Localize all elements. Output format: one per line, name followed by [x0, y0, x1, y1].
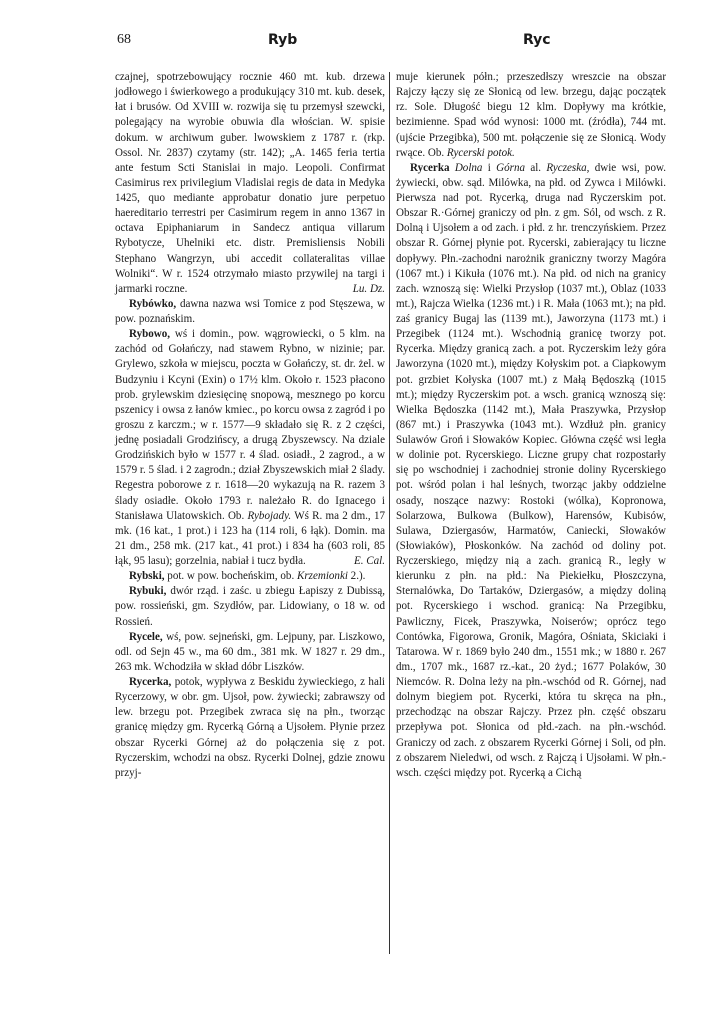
entry-text: al.	[525, 161, 547, 174]
entry-text: wś i domin., pow. wągrowiecki, o 5 klm. na zachód od Gołańczy, nad stawem Rybno, w nizinie; par. Grylewo, szkoła w miejscu, poczta w Gołańczy, st. dr. żel. w Budzyniu i Kcyni (Exin) o 17½ klm. Około r. 1523 płacono prob. grylewskim dziesięcinę snopową, mesznego po korcu pszenicy i owsa z łanów kmiec., po korcu owsa z zagród i po groszu z karczm.; w r. 1577—9 składało się R. z 2 części, jednę posiadali Grodzińscy, a drugą Zbyszewscy. Na dziale Grodzińskich było w 1577 r. 4 ślad. osiadł., 2 zagrod., a w 1579 r. 5 ślad. i 2 zagrodn.; dział Zbyszewskich miał 2 ślady. Regestra poborowe z r. 1618—20 wykazują na R. razem 3 ślady osiadłe. Około 1793 r. należało R. do Ignacego i Stanisława Ulatowskich. Ob.	[115, 328, 385, 522]
entry-headword: Rycele,	[129, 630, 163, 643]
entry-text: potok, wypływa z Beskidu żywieckiego, z hali Rycerzowy, w obr. gm. Ujsoł, pow. żywiecki; zabrawszy od lew. brzegu pot. Przegibek zwraca się na płn., tworząc granicę między gm. Rycerką Górną a Ujsołem. Płynie przez obszar Rycerki Górnej aż do połączenia się z pot. Ryczerskim, wchodzi na obsz. Rycerki Dolnej, gdzie znowu przyj-	[115, 676, 385, 779]
entry-headword: Rybówko,	[129, 297, 177, 310]
italic-text: Rybojady.	[247, 509, 292, 522]
entry-text: czajnej, spotrzebowujący rocznie 460 mt. kub. drzewa jodłowego i świerkowego a produkujący 310 mt. kub. desek, łat i brusów. Od XVIII w. rozwija się tu przemysł szewcki, polegający na wyrobie obuwia dla włościan. W. spisie dokum. w archiwum guber. lwowskiem z 1787 r. (rkp. Ossol. Nr. 2837) czytamy (str. 142); „A. 1465 feria tertia ante festum Scti Stanislai in majo. Leopoli. Confirmat Casimirus rex privilegium Vladislai regis de data in Medyka 1425, quo mediante approbatur donatio jure perpetuo haereditario terrestri per Casimirum regem in anno 1367 in octava Epiphaniarum in Sandecz antiqua villarum Rybotycze, Uhelniki etc. distr. Premisliensis Nobili Stephano Wangrzyn, ubi accedit collateralitas villae Wolniki“. W r. 1524 otrzymało miasto przywilej na targi i jarmarki roczne.	[115, 71, 385, 295]
entry-text: i	[482, 161, 497, 174]
italic-text: Rycerski potok.	[446, 146, 515, 159]
entry-headword: Rycerka,	[129, 676, 172, 688]
dictionary-entry	[115, 675, 385, 781]
entry-headword: Rybski,	[129, 570, 165, 583]
entry-text: wś, pow. sejneński, gm. Lejpuny, par. Liszkowo, odl. od Sejn 45 w., ma 60 dm., 381 mk. W 1827 r. 29 dm., 263 mk. Wchodziła w skład dóbr Liszków.	[115, 630, 385, 673]
italic-text: Krzemionki	[296, 570, 348, 583]
continued-text	[115, 70, 385, 297]
running-head-left: Ryb	[268, 32, 298, 48]
dictionary-entry	[115, 297, 385, 327]
entry-headword: Rycerka	[410, 161, 450, 174]
continued-text	[396, 70, 666, 161]
entry-text: dawna nazwa wsi Tomice z pod Stęszewa, w pow. poznańskim.	[115, 297, 385, 325]
italic-text: Górna	[496, 161, 525, 174]
italic-text: Dolna	[454, 161, 483, 174]
entry-headword: Rybuki,	[129, 585, 167, 598]
entry-text: muje kierunek półn.; przeszedłszy wreszcie na obszar Rajczy łączy się ze Słonicą od lew. brzegu, dając początek rz. Sole. Długość biegu 12 klm. Dopływy ma krótkie, bezimienne. Spad wód wynosi: 1000 mt. (źródła), 744 mt. (ujście Przegibka), 500 mt. połączenie się ze Słonicą. Wody rwące. Ob.	[396, 71, 666, 159]
dictionary-entry	[115, 327, 385, 569]
italic-text: Ryczeska,	[546, 161, 590, 174]
dictionary-entry	[115, 569, 385, 584]
author-signature: E. Cal.	[354, 555, 385, 567]
right-column	[396, 70, 666, 781]
column-divider	[389, 72, 390, 954]
page-number: 68	[117, 32, 131, 47]
entry-headword: Rybowo,	[129, 328, 171, 341]
entry-text: dwie wsi, pow. żywiecki, obw. sąd. Milówka, na płd. od Zywca i Milówki. Pierwsza nad pot. Rycerką, druga nad Ryczerskim pot. Obszar R.·Górnej graniczy od płn. z gm. Sól, od wsch. z R. Dolną i Ujsołem a od zach. i płd. z hr. trenczyńskiem. Przez obszar R. Górnej płynie pot. Rycerski, zabierający tu liczne dopływy. Płn.-zachodni narożnik graniczny tworzy Magóra (1067 mt.) i Kikuła (1076 mt.). Na płd. od nich na granicy zach. wznoszą się: Wielki Przysłop (1037 mt.), Oblaz (1033 mt.), Rajcza Wielka (1236 mt.) i R. Mała (1063 mt.); na płd. zaś granicy Bugaj las (1139 mt.), Jaworzyna (1173 mt.) i Przegibek (1124 mt.). Wschodnią granicę tworzy pot. Rycerka. Między granicą zach. a pot. Ryczerskim leży góra Jaworzyna (1020 mt.), między Kołyskim pot. a Ciapkowym pot. grzbiet Kołyska (1007 mt.) z Małą Będoszką (1015 mt.); między Ryczerskim pot. a wsch. granicą wznoszą się: Wielka Będoszka (1142 mt.), Mała Praszywka, Przysłop (867 mt.) i Praszywka (1043 mt.). Wzdłuż płn. granicy Sulawów Groń i Słowaków Kopiec. Główna część wsi legła w dolinie pot. Rycerskiego. Liczne grupy chat rozpostarły się po wschodniej i zachodniej stronie doliny Rycerskiego pot. wśród polan i hal leśnych, tworząc jakby oddzielne osady, noszące nazwy: Rostoki (wólka), Kopronowa, Solarzowa, Bulkowa (Bulkow), Harensów, Kubisów, Sulawa, Dziergasów, Harmatów, Caniecki, Słowaków (Słowiaków), Płoskonków. Na zachód od doliny pot. Ryczerskiego, między nią a zach. granicą R., legły w kierunku z płn. na płd.: Na Piekiełku, Płoszczyna, Sternalówka, Do Tartaków, Dziergasów, a między doliną pot. Rycerskiego i wschod. granicą: Na Przegibku, Pawliczny, Ficek, Praszywka, Noiserów; oprócz tego Contówka, Figorowa, Gronik, Magóra, Ośniata, Skiciaki i Tatarowa. W r. 1869 było 240 dm., 1551 mk.; w 1880 r. 267 dm., 1707 mk., 1687 rz.-kat., 20 żyd.; 1677 Polaków, 30 Niemców. R. Dolna leży na płn.-wschód od R. Górnej, nad dolnym biegiem pot. Rycerki, która tu skręca na płn., przechodząc na obszar Rajczy. Przez płn. część obszaru przepływa pot. Słonica od płd.-zach. na płn.-wschód. Graniczy od zach. z obszarem Rycerki Górnej i Soli, od płn. z obszarem Nieledwi, od wsch. z Rajczą i Ujsołami. W płn.-wsch. części między pot. Rycerką a Cichą	[396, 161, 666, 779]
author-signature: Lu. Dz.	[352, 282, 385, 295]
left-column	[115, 70, 385, 781]
entry-text: Wś R. ma 2 dm., 17 mk. (16 kat., 1 prot.) i 123 ha (114 roli, 6 łąk). Domin. ma 21 dm., 258 mk. (217 kat., 41 prot.) i 834 ha (603 roli, 85 łąk, 95 lasu); gorzelnia, nabiał i tucz bydła.	[115, 509, 385, 567]
dictionary-entry	[396, 161, 666, 781]
entry-text: pot. w pow. bocheńskim, ob.	[164, 570, 297, 583]
entry-text: 2.).	[347, 570, 366, 583]
dictionary-entry	[115, 630, 385, 675]
dictionary-entry	[115, 584, 385, 629]
running-head-right: Ryc	[523, 32, 551, 48]
entry-text: dwór rząd. i zaśc. u zbiegu Łapiszy z Dubissą, pow. rossieński, gm. Szydłów, par. Lidowiany, o 18 w. od Rossień.	[115, 585, 385, 628]
